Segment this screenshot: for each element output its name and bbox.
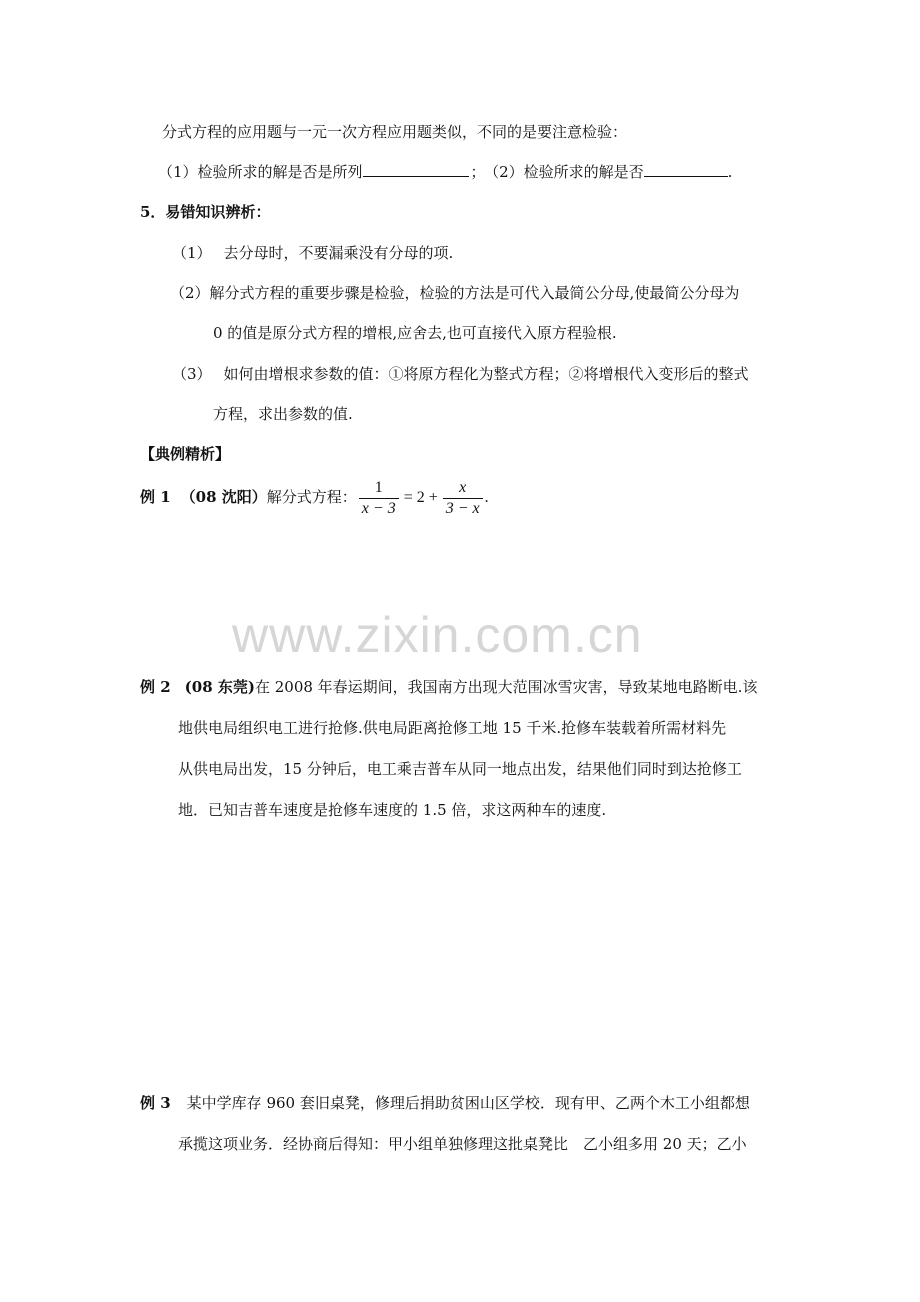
equation-equals: = 2 + (403, 489, 438, 506)
example-2-source: (08 东莞) (184, 678, 255, 696)
fraction-1 (359, 478, 399, 519)
item-2-text: 解分式方程的重要步骤是检验，检验的方法是可代入最简公分母,使最简公分母为 (209, 284, 740, 302)
example-1-prompt: 解分式方程： (266, 488, 357, 506)
example-1-source: （08 沈阳） (180, 488, 267, 506)
item-3-text: 如何由增根求参数的值：①将原方程化为整式方程；②将增根代入变形后的整式 (223, 365, 749, 383)
fraction-2-numerator: x (459, 478, 467, 496)
check-line (158, 161, 732, 183)
example-2-label: 例 2 (140, 678, 171, 696)
check1-separator: ； (470, 163, 486, 181)
example-3-text-1: 某中学库存 960 套旧桌凳，修理后捐助贫困山区学校．现有甲、乙两个木工小组都想 (186, 1094, 750, 1112)
section5-heading: 5．易错知识辨析： (140, 203, 271, 221)
check1-blank (363, 162, 469, 177)
examples-heading: 【典例精析】 (140, 445, 231, 463)
item-1-text: 去分母时，不要漏乘没有分母的项. (223, 244, 454, 262)
item-3-continued: 方程，求出参数的值. (213, 405, 353, 423)
example-1-label: 例 1 (140, 488, 171, 506)
fraction-2 (443, 478, 483, 519)
item-2 (170, 282, 739, 304)
fraction-2-denominator: 3 − x (443, 498, 483, 519)
item-2-continued: 0 的值是原分式方程的增根,应舍去,也可直接代入原方程验根. (213, 324, 617, 342)
check2-blank (644, 162, 728, 177)
example-2-line-2: 地供电局组织电工进行抢修.供电局距离抢修工地 15 千米.抢修车装载着所需材料先 (178, 719, 727, 737)
example-3-label: 例 3 (140, 1094, 171, 1112)
item-2-num: （2） (170, 284, 210, 302)
example-3-line-1 (140, 1092, 750, 1114)
example-2-line-3: 从供电局出发，15 分钟后，电工乘吉普车从同一地点出发，结果他们同时到达抢修工 (178, 760, 742, 778)
intro-line: 分式方程的应用题与一元一次方程应用题类似，不同的是要注意检验： (162, 123, 628, 141)
example-2-text-1: 在 2008 年春运期间，我国南方出现大范围冰雪灾害，导致某地电路断电.该 (254, 678, 758, 696)
watermark: www.zixin.com.cn (232, 607, 643, 663)
item-1 (172, 242, 453, 264)
check2-prefix: （2）检验所求的解是否 (491, 163, 644, 181)
item-3-num: （3） (172, 365, 212, 383)
check2-end: . (727, 163, 733, 181)
check1-prefix: （1）检验所求的解是否是所列 (158, 163, 363, 181)
equation-end: . (484, 489, 489, 506)
example-3-line-2: 承揽这项业务．经协商后得知：甲小组单独修理这批桌凳比 乙小组多用 20 天；乙小 (178, 1135, 747, 1153)
fraction-1-denominator: x − 3 (359, 498, 399, 519)
example-2-line-1 (140, 676, 757, 698)
example-1 (140, 474, 489, 521)
example-2-line-4: 地．已知吉普车速度是抢修车速度的 1.5 倍，求这两种车的速度. (178, 801, 607, 819)
item-3 (172, 363, 749, 385)
fraction-1-numerator: 1 (374, 478, 383, 496)
item-1-num: （1） (172, 244, 212, 262)
